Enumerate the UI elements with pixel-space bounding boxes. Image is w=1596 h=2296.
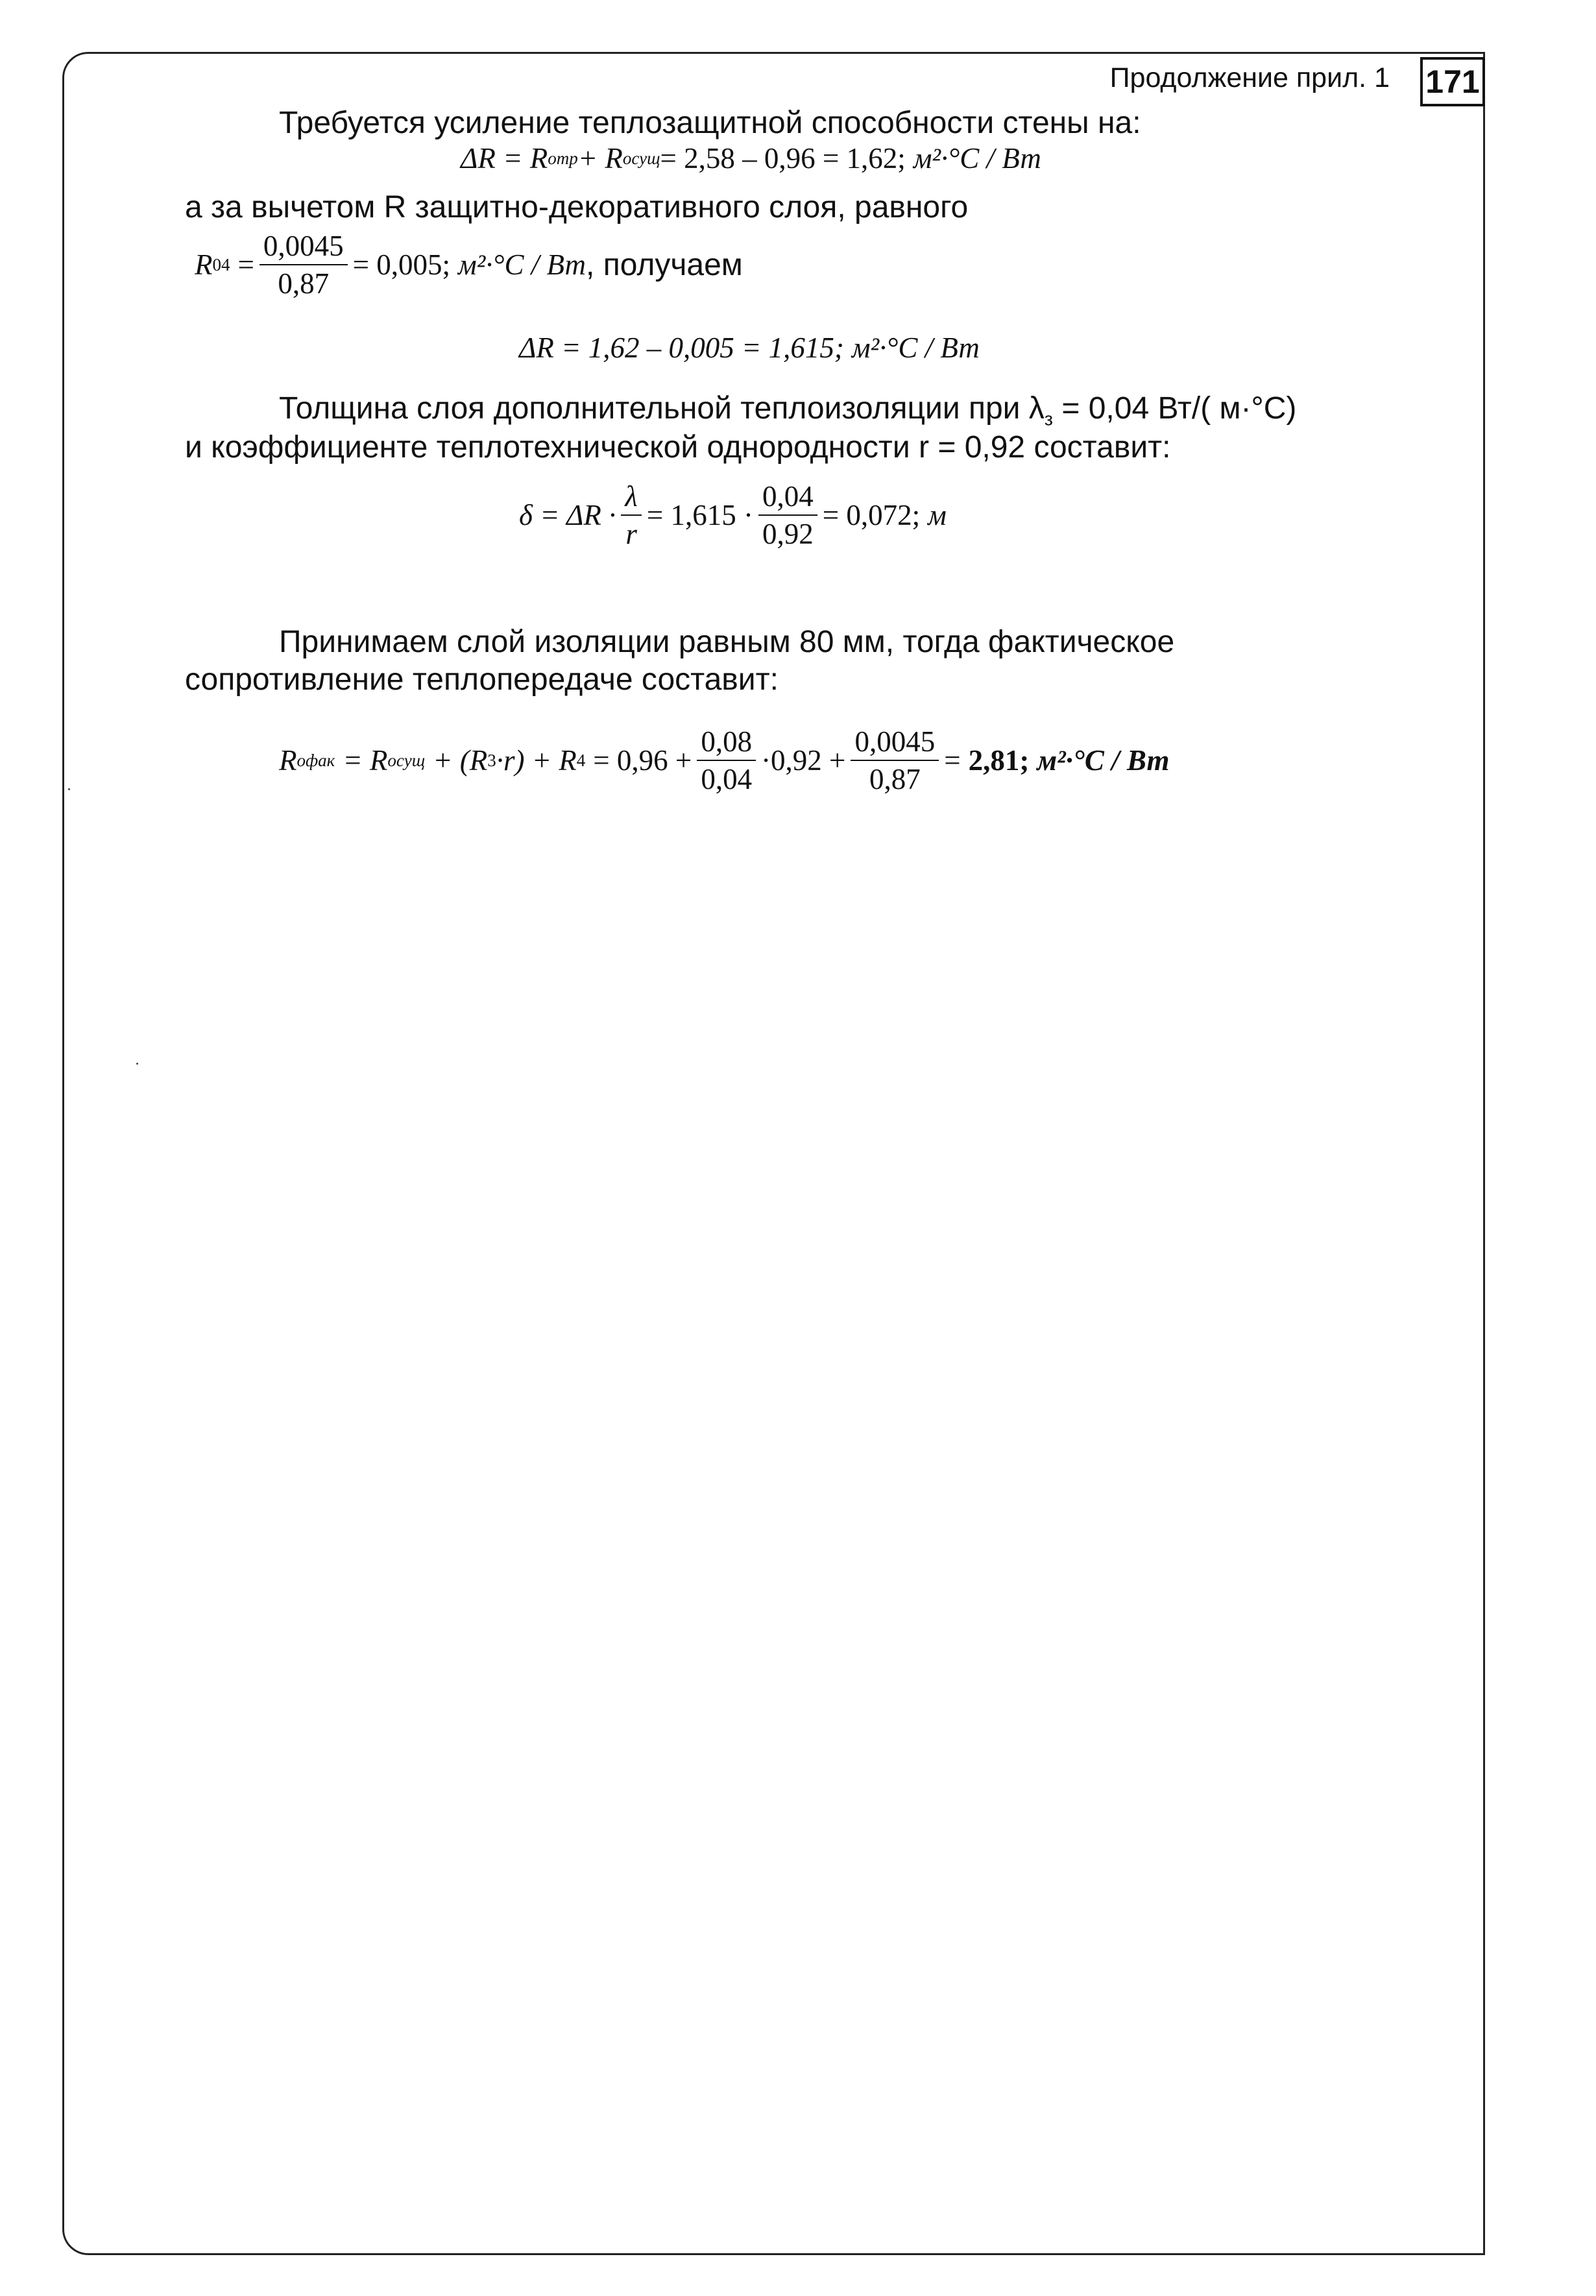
eq4-num2: 0,04 [758, 480, 817, 516]
eq2-suffix: , получаем [586, 247, 743, 282]
paragraph-uniformity: и коэффициенте теплотехнической однородности r = 0,92 составит: [185, 430, 1171, 465]
eq5-t1: = R [343, 744, 388, 777]
eq5-t3: ·r) + R [496, 744, 577, 777]
eq2-denominator: 0,87 [278, 267, 330, 300]
eq2-lhs: R [195, 248, 213, 281]
eq5-t2-sub: 3 [487, 750, 496, 770]
eq5-num2: 0,0045 [851, 725, 939, 761]
eq2-lhs-sub: 04 [212, 254, 230, 274]
eq5-unit: м²·°С / Вт [1037, 744, 1170, 777]
eq2-numerator: 0,0045 [260, 230, 348, 265]
p3-line1-tail: = 0,04 Вт/( м·°С) [1053, 391, 1297, 426]
p3-lambda-sub: з [1044, 409, 1054, 430]
eq5-t1-sup: сущ [396, 750, 426, 770]
eq5-lhs-sup: фак [306, 750, 335, 770]
paragraph-accept-layer: Принимаем слой изоляции равным 80 мм, тогда фактическое [279, 625, 1175, 659]
eq1-sup2: сущ [631, 148, 660, 168]
eq4-fraction-1 [621, 480, 642, 550]
eq4-den2: 0,92 [762, 518, 814, 550]
eq5-lhs-sub: о [296, 750, 306, 770]
paragraph-reinforcement: Требуется усиление теплозащитной способности стены на: [279, 106, 1141, 140]
equation-delta-r [461, 141, 1041, 175]
running-head: Продолжение прил. 1 [1109, 62, 1390, 93]
eq5-t5: ·0,92 + [761, 744, 846, 777]
equation-r04: R 04 = $\frac{0,0045}{0,87}$ = 0,005; м²·°С / Вт , получаем [195, 230, 743, 300]
eq5-t3-sub: 4 [576, 750, 586, 770]
eq2-fraction [260, 230, 348, 300]
eq1-mid: + R [577, 142, 623, 175]
eq4-unit: м [928, 499, 947, 531]
eq1-lhs: ΔR = R [461, 142, 548, 175]
eq5-t1-sub: о [387, 750, 396, 770]
eq5-t4: = 0,96 + [593, 744, 692, 777]
eq5-t2: + (R [433, 744, 488, 777]
page-number: 171 [1420, 57, 1485, 106]
eq1-unit: м²·°С / Вт [913, 142, 1041, 175]
eq4-lhs: δ = ΔR · [519, 499, 616, 531]
eq5-fraction-2 [851, 725, 939, 795]
eq5-result: 2,81; [968, 744, 1030, 777]
eq2-unit: м²·°С / Вт [458, 248, 586, 281]
eq5-den2: 0,87 [869, 763, 921, 795]
equation-delta-r-net [519, 331, 980, 365]
eq1-sub2: о [622, 148, 632, 168]
equation-actual-resistance [279, 725, 1169, 795]
scan-speck [136, 1063, 138, 1065]
eq4-num1: λ [621, 480, 642, 516]
eq4-mid: = 1,615 · [646, 499, 753, 531]
eq1-sup1: тр [556, 148, 578, 168]
eq3-unit: м²·°С / Вт [851, 332, 980, 364]
eq4-fraction-2 [758, 480, 817, 550]
eq1-rhs: = 2,58 – 0,96 = 1,62; [660, 142, 906, 175]
scan-speck [68, 788, 70, 790]
eq2-rhs: = 0,005; [352, 248, 451, 281]
equation-delta [519, 480, 947, 550]
eq5-num1: 0,08 [697, 725, 756, 761]
eq3-expr: ΔR = 1,62 – 0,005 = 1,615; [519, 332, 844, 364]
eq5-fraction-1 [697, 725, 756, 795]
eq4-rhs: = 0,072; [822, 499, 921, 531]
paragraph-resistance: сопротивление теплопередаче составит: [185, 662, 779, 697]
eq5-t6: = [944, 744, 961, 777]
page-border [62, 52, 1485, 2255]
eq5-den1: 0,04 [701, 763, 753, 795]
p3-line1: Толщина слоя дополнительной теплоизоляции при λ [279, 391, 1045, 426]
eq5-lhs: R [279, 744, 297, 777]
eq1-sub1: о [548, 148, 557, 168]
paragraph-decorative-layer: а за вычетом R защитно-декоративного слоя, равного [185, 190, 969, 224]
eq4-den1: r [625, 518, 637, 550]
